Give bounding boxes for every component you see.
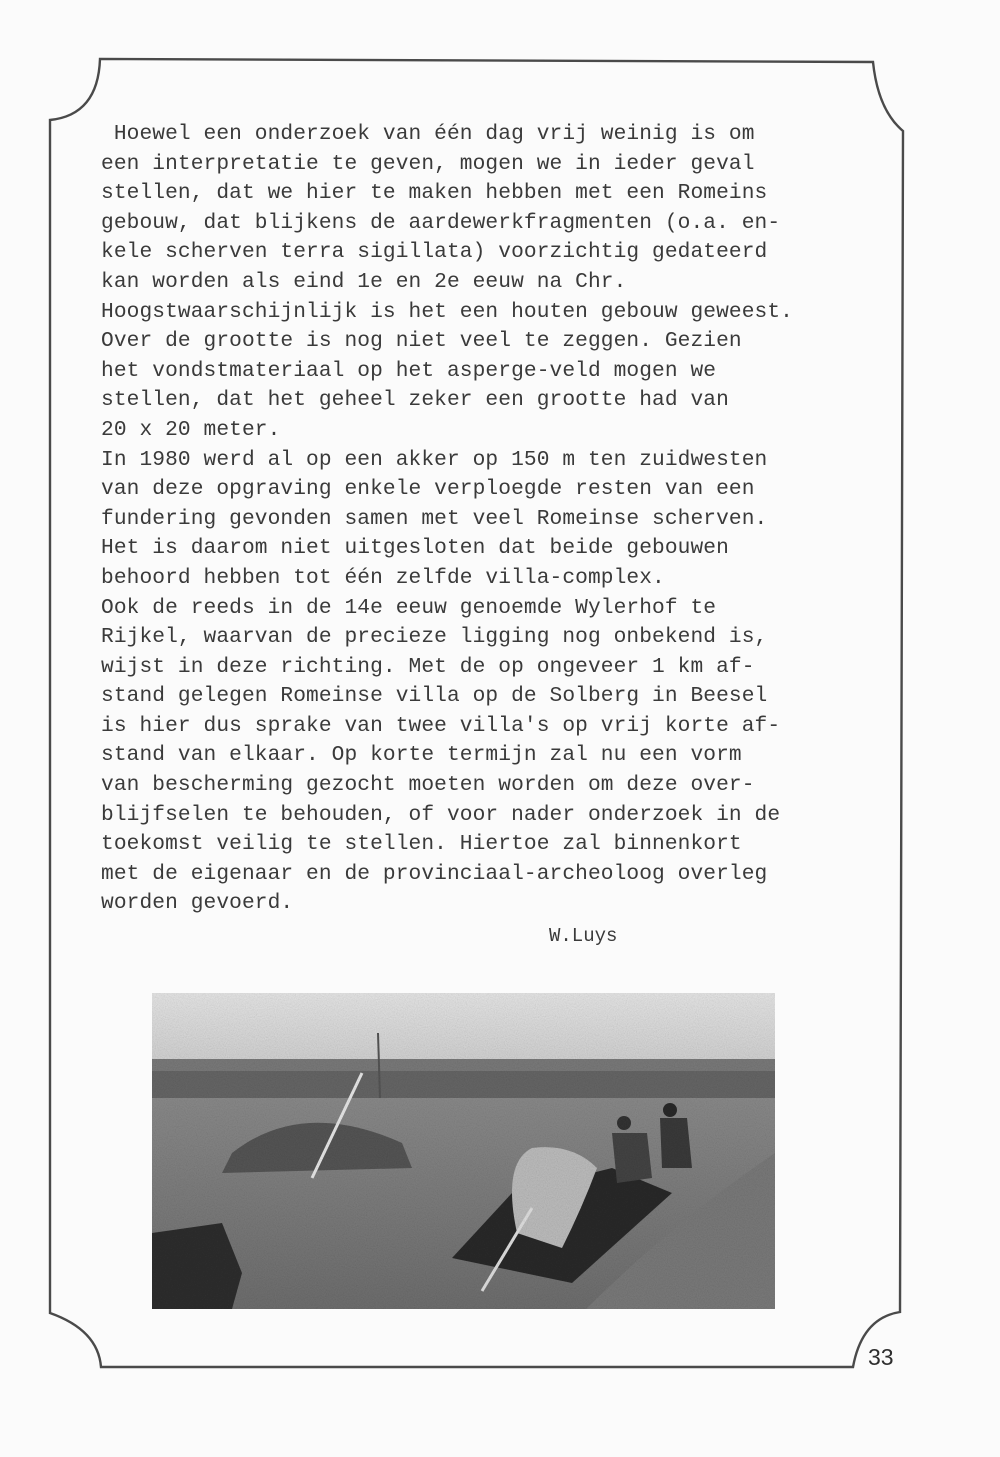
text-line: toekomst veilig te stellen. Hiertoe zal binnenkort — [101, 832, 742, 857]
text-line: kan worden als eind 1e en 2e eeuw na Chr. — [101, 269, 627, 294]
excavation-photo — [152, 993, 775, 1309]
text-line: van deze opgraving enkele verploegde resten van een — [101, 477, 755, 502]
text-line: stand van elkaar. Op korte termijn zal nu een vorm — [101, 743, 742, 768]
worker-3 — [660, 1118, 692, 1168]
far-field — [152, 1071, 775, 1101]
horizon-treeline — [152, 1059, 775, 1073]
worker-3-head — [663, 1103, 677, 1117]
text-line: gebouw, dat blijkens de aardewerkfragmenten (o.a. en- — [101, 210, 781, 235]
sky — [152, 993, 775, 1068]
worker-2-head — [617, 1116, 631, 1130]
page-number: 33 — [868, 1344, 894, 1370]
text-line: het vondstmateriaal op het asperge-veld mogen we — [101, 358, 717, 383]
text-line: van bescherming gezocht moeten worden om deze over- — [101, 773, 755, 798]
text-line: In 1980 werd al op een akker op 150 m ten zuidwesten — [101, 447, 768, 472]
text-line: Hoewel een onderzoek van één dag vrij weinig is om — [101, 122, 755, 146]
text-line: Ook de reeds in de 14e eeuw genoemde Wylerhof te — [101, 595, 717, 620]
text-line: fundering gevonden samen met veel Romeinse scherven. — [101, 506, 768, 531]
text-line: is hier dus sprake van twee villa's op vrij korte af- — [101, 713, 781, 738]
text-line: stellen, dat we hier te maken hebben met een Romeins — [101, 181, 768, 206]
text-line: blijfselen te behouden, of voor nader onderzoek in de — [101, 802, 781, 827]
photo-image — [152, 993, 775, 1309]
text-line: Over de grootte is nog niet veel te zeggen. Gezien — [101, 329, 742, 354]
worker-2 — [612, 1133, 652, 1183]
body-text — [101, 120, 871, 919]
text-line: stellen, dat het geheel zeker een grootte had van — [101, 388, 729, 413]
text-line: een interpretatie te geven, mogen we in ieder geval — [101, 151, 755, 176]
text-line: kele scherven terra sigillata) voorzichtig gedateerd — [101, 240, 768, 265]
text-line: stand gelegen Romeinse villa op de Solberg in Beesel — [101, 684, 768, 709]
author-signature: W.Luys — [549, 925, 618, 947]
text-line: wijst in deze richting. Met de op ongeveer 1 km af- — [101, 654, 755, 679]
text-line: worden gevoerd. — [101, 891, 294, 916]
text-line: 20 x 20 meter. — [101, 417, 281, 442]
text-line: Rijkel, waarvan de precieze ligging nog onbekend is, — [101, 625, 768, 650]
text-line: behoord hebben tot één zelfde villa-complex. — [101, 565, 665, 590]
text-line: met de eigenaar en de provinciaal-archeoloog overleg — [101, 861, 768, 886]
text-line: Hoogstwaarschijnlijk is het een houten gebouw geweest. — [101, 299, 793, 324]
text-line: Het is daarom niet uitgesloten dat beide gebouwen — [101, 536, 729, 561]
